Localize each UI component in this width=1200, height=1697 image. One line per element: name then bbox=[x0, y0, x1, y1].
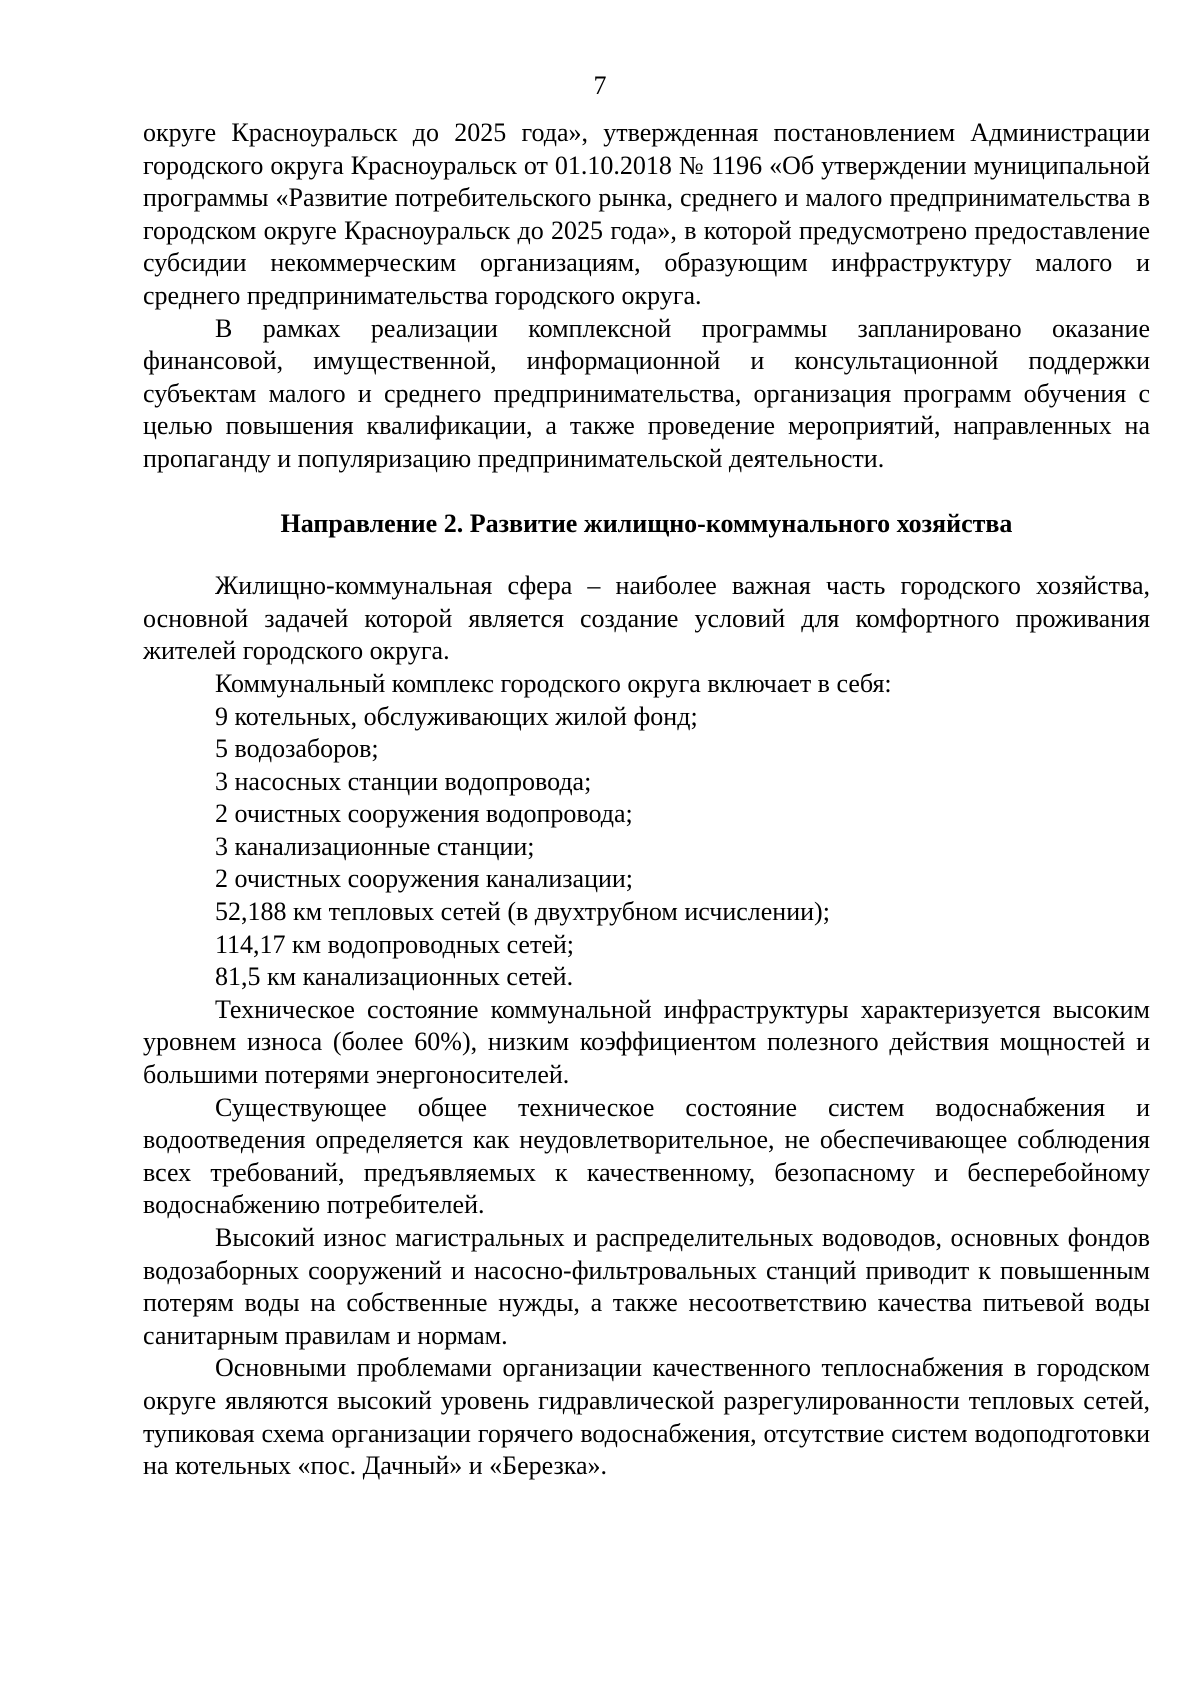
list-item: 114,17 км водопроводных сетей; bbox=[215, 929, 575, 959]
paragraph-housing-sphere: Жилищно-коммунальная сфера – наиболее важная часть городского хозяйства, основной задачей которой является создание условий для комфортного проживания жителей городского округа. bbox=[143, 571, 1150, 666]
paragraph-heat-supply: Основными проблемами организации качественного теплоснабжения в городском округе являются высокий уровень гидравлической разрегулированности тепловых сетей, тупиковая схема организации горячего водоснабжения, отсутствие систем водоподготовки на котельных «пос. Дачный» и «Березка». bbox=[143, 1353, 1150, 1481]
paragraph-wear: Высокий износ магистральных и распределительных водоводов, основных фондов водозаборных сооружений и насосно-фильтровальных станций приводит к повышенным потерям воды на собственные нужды, а также несоответствию качества питьевой воды санитарным правилам и нормам. bbox=[143, 1223, 1150, 1350]
section-heading: Направление 2. Развитие жилищно-коммунального хозяйства bbox=[280, 508, 1013, 538]
paragraph-support-program: В рамках реализации комплексной программы запланировано оказание финансовой, имущественной, информационной и консультационной поддержки субъектам малого и среднего предпринимательства, организация программ обучения с целью повышения квалификации, а также проведение мероприятий, направленных на пропаганду и популяризацию предпринимательской деятельности. bbox=[143, 313, 1150, 473]
page-number: 7 bbox=[593, 71, 607, 100]
list-item: 3 насосных станции водопровода; bbox=[215, 766, 592, 796]
document-body bbox=[143, 117, 1150, 1483]
list-item: 52,188 км тепловых сетей (в двухтрубном исчислении); bbox=[215, 897, 830, 927]
list-intro: Коммунальный комплекс городского округа включает в себя: bbox=[215, 668, 892, 698]
list-item: 2 очистных сооружения канализации; bbox=[215, 864, 634, 894]
list-item: 81,5 км канализационных сетей. bbox=[215, 962, 574, 992]
paragraph-technical-condition: Техническое состояние коммунальной инфраструктуры характеризуется высоким уровнем износа (более 60%), низким коэффициентом полезного действия мощностей и большими потерями энергоносителей. bbox=[143, 994, 1150, 1090]
paragraph-water-supply: Существующее общее техническое состояние систем водоснабжения и водоотведения определяется как неудовлетворительное, не обеспечивающее соблюдения всех требований, предъявляемых к качественному, безопасному и бесперебойному водоснабжению потребителей. bbox=[143, 1092, 1150, 1220]
list-item: 3 канализационные станции; bbox=[215, 831, 535, 861]
list-item: 9 котельных, обслуживающих жилой фонд; bbox=[215, 701, 698, 731]
list-item: 5 водозаборов; bbox=[215, 734, 379, 764]
intro-paragraph: округе Красноуральск до 2025 года», утвержденная постановлением Администрации городского округа Красноуральск от 01.10.2018 № 1196 «Об утверждении муниципальной программы «Развитие потребительского рынка, среднего и малого предпринимательства в городском округе Красноуральск до 2025 года», в которой предусмотрено предоставление субсидии некоммерческим организациям, образующим инфраструктуру малого и среднего предпринимательства городского округа. bbox=[143, 118, 1150, 310]
infrastructure-list bbox=[143, 701, 1150, 994]
list-item: 2 очистных сооружения водопровода; bbox=[215, 799, 633, 829]
